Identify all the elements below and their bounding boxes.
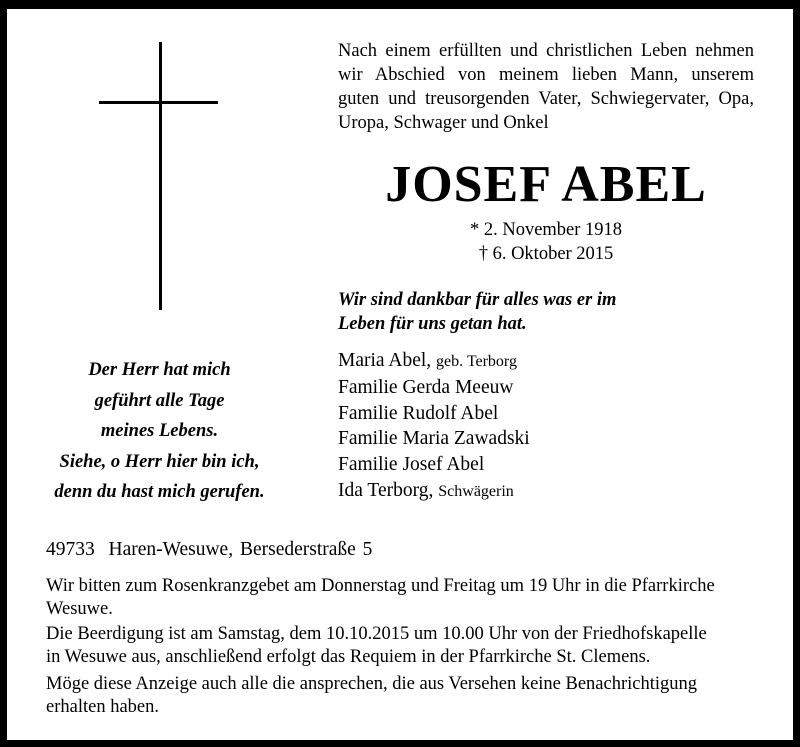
mourner-name: Familie Gerda Meeuw xyxy=(338,376,514,398)
mourner-entry xyxy=(338,348,754,375)
notice-line: Die Beerdigung ist am Samstag, dem 10.10.2015 um 10.00 Uhr von der Friedhofskapelle xyxy=(46,624,707,644)
family-address: 49733 Haren-Wesuwe, Bersederstraße 5 xyxy=(46,539,373,560)
birth-date: * 2. November 1918 xyxy=(469,220,623,240)
notice-line: erhalten haben. xyxy=(46,696,159,717)
bible-verse xyxy=(37,355,282,508)
intro-line: Uropa, Schwager und Onkel xyxy=(338,113,549,133)
intro-line: Nach einem erfüllten und christlichen Leben nehmen xyxy=(338,41,754,61)
mourner-entry xyxy=(338,401,754,427)
verse-line: denn du hast mich gerufen. xyxy=(54,482,265,502)
thanks-line: Wir sind dankbar für alles was er im xyxy=(338,290,617,310)
deceased-name: JOSEF ABEL xyxy=(385,156,707,213)
mourner-name: Familie Josef Abel xyxy=(338,454,485,476)
cross-vertical-bar xyxy=(159,42,162,310)
obituary-notice xyxy=(7,9,793,740)
verse-line: geführt alle Tage xyxy=(94,390,225,411)
verse-line: meines Lebens. xyxy=(100,421,219,441)
mourner-note: geb. Terborg xyxy=(436,353,517,370)
verse-line: Der Herr hat mich xyxy=(88,360,231,380)
mourner-name: Familie Rudolf Abel xyxy=(338,402,499,424)
cross-horizontal-bar xyxy=(99,101,218,104)
mourner-entry xyxy=(338,478,754,505)
notice-line: in Wesuwe aus, anschließend erfolgt das Requiem in der Pfarrkirche St. Clemens. xyxy=(46,646,651,667)
mourner-name: Maria Abel, xyxy=(338,350,432,371)
notice-line: Wir bitten zum Rosenkranzgebet am Donnerstag und Freitag um 19 Uhr in die Pfarrkirche xyxy=(46,576,715,596)
mourner-entry xyxy=(338,426,754,452)
notice-line: Möge diese Anzeige auch alle die ansprechen, die aus Versehen keine Benachrichtigung xyxy=(46,674,698,694)
verse-line: Siehe, o Herr hier bin ich, xyxy=(59,451,260,472)
thanks-text xyxy=(338,288,754,336)
funeral-notice xyxy=(46,623,766,668)
mourners-list xyxy=(338,348,754,505)
mourner-entry xyxy=(338,375,754,401)
mourner-note: Schwägerin xyxy=(438,482,514,500)
intro-line: guten und treusorgenden Vater, Schwiegervater, Opa, xyxy=(338,89,754,109)
closing-notice xyxy=(46,673,766,718)
notice-line: Wesuwe. xyxy=(46,598,113,619)
intro-text xyxy=(338,39,754,135)
intro-line: wir Abschied von meinem lieben Mann, unserem xyxy=(338,65,754,85)
mourner-name: Familie Maria Zawadski xyxy=(338,428,530,450)
mourner-entry xyxy=(338,452,754,478)
thanks-line: Leben für uns getan hat. xyxy=(338,314,527,334)
death-date: † 6. Oktober 2015 xyxy=(478,244,614,264)
life-dates xyxy=(338,218,754,266)
mourner-name: Ida Terborg, xyxy=(338,479,434,501)
rosary-notice xyxy=(46,575,766,620)
